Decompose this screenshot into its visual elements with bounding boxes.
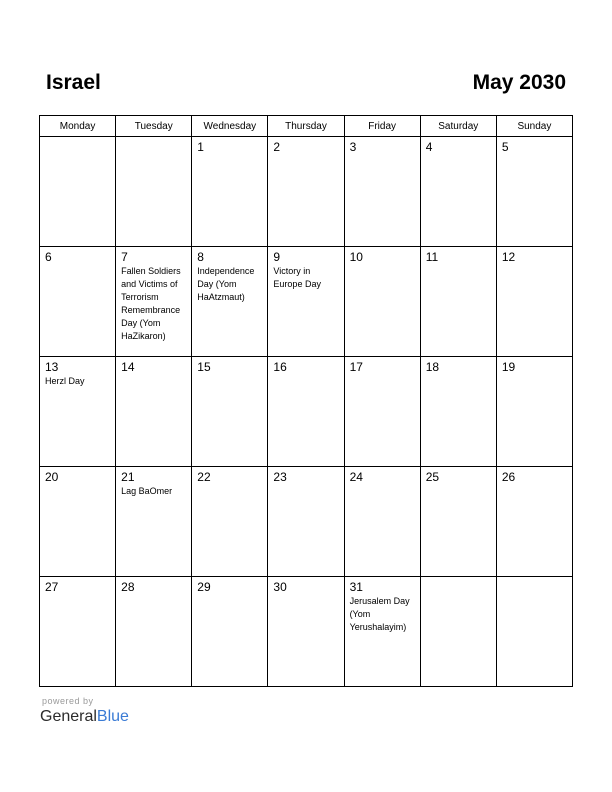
day-cell	[116, 247, 192, 357]
day-cell	[496, 577, 572, 687]
day-cell	[268, 247, 344, 357]
day-number: 8	[197, 250, 204, 264]
day-number: 3	[349, 140, 357, 154]
brand-general-text: General	[40, 708, 97, 725]
day-cell	[344, 467, 420, 577]
day-cell	[420, 137, 496, 247]
holiday-label: Fallen Soldiers and Victims of Terrorism Remembrance Day (Yom HaZikaron)	[121, 266, 181, 341]
day-number: 9	[273, 250, 281, 264]
week-row	[40, 577, 573, 687]
day-cell	[420, 247, 496, 357]
day-cell	[344, 577, 420, 687]
holiday-label: Jerusalem Day (Yom Yerushalayim)	[349, 596, 410, 632]
day-number: 17	[349, 360, 363, 374]
day-number: 18	[425, 360, 440, 374]
weekday-header: Wednesday	[192, 116, 268, 137]
day-cell	[420, 357, 496, 467]
day-number: 14	[121, 360, 135, 374]
day-number: 2	[273, 140, 281, 154]
day-cell	[40, 137, 116, 247]
generalblue-logo[interactable]	[40, 708, 129, 726]
weekday-header: Saturday	[420, 116, 496, 137]
day-number: 26	[501, 470, 516, 484]
weekday-header: Tuesday	[116, 116, 192, 137]
day-number: 1	[197, 140, 204, 154]
country-title: Israel	[46, 71, 101, 94]
day-cell	[496, 357, 572, 467]
day-number: 4	[425, 140, 433, 154]
day-cell	[192, 247, 268, 357]
day-number: 28	[121, 580, 135, 594]
day-cell	[268, 357, 344, 467]
day-cell	[116, 577, 192, 687]
day-cell	[116, 357, 192, 467]
day-cell	[268, 577, 344, 687]
day-number: 29	[197, 580, 211, 594]
day-number: 16	[273, 360, 287, 374]
day-cell	[192, 467, 268, 577]
day-cell	[192, 357, 268, 467]
day-cell	[344, 357, 420, 467]
day-number: 5	[501, 140, 509, 154]
day-cell	[40, 357, 116, 467]
week-row	[40, 467, 573, 577]
day-cell	[40, 247, 116, 357]
month-title: May 2030	[472, 71, 566, 94]
day-number: 20	[45, 470, 59, 484]
day-number: 24	[349, 470, 363, 484]
day-cell	[268, 137, 344, 247]
holiday-label: Victory in Europe Day	[273, 266, 321, 289]
day-number: 23	[273, 470, 287, 484]
holiday-label: Herzl Day	[45, 376, 85, 386]
day-number: 19	[501, 360, 516, 374]
week-row	[40, 357, 573, 467]
day-cell	[116, 467, 192, 577]
day-cell	[268, 467, 344, 577]
day-number: 25	[425, 470, 440, 484]
day-cell	[40, 577, 116, 687]
day-cell	[344, 247, 420, 357]
day-number: 22	[197, 470, 211, 484]
day-number: 31	[349, 580, 363, 594]
day-cell	[420, 577, 496, 687]
weekday-header: Friday	[344, 116, 420, 137]
day-number: 12	[501, 250, 516, 264]
day-cell	[344, 137, 420, 247]
calendar-grid	[39, 115, 573, 687]
day-number: 10	[349, 250, 363, 264]
day-cell	[420, 467, 496, 577]
week-row	[40, 137, 573, 247]
weekday-header: Sunday	[496, 116, 572, 137]
week-row	[40, 247, 573, 357]
day-cell	[40, 467, 116, 577]
day-cell	[192, 577, 268, 687]
day-number: 13	[45, 360, 59, 374]
day-number: 15	[197, 360, 211, 374]
holiday-label: Independence Day (Yom HaAtzmaut)	[197, 266, 255, 302]
day-number: 6	[45, 250, 52, 264]
day-number: 27	[45, 580, 59, 594]
holiday-label: Lag BaOmer	[121, 486, 173, 496]
brand-blue-text: Blue	[96, 708, 129, 725]
powered-by-label: powered by	[42, 696, 94, 706]
day-cell	[192, 137, 268, 247]
weekday-header: Monday	[40, 116, 116, 137]
day-cell	[496, 467, 572, 577]
weekday-header-row	[40, 116, 573, 137]
day-cell	[496, 247, 572, 357]
day-number: 11	[425, 250, 439, 264]
weekday-header: Thursday	[268, 116, 344, 137]
day-number: 21	[121, 470, 135, 484]
day-number: 30	[273, 580, 287, 594]
day-cell	[116, 137, 192, 247]
day-number: 7	[121, 250, 128, 264]
day-cell	[496, 137, 572, 247]
